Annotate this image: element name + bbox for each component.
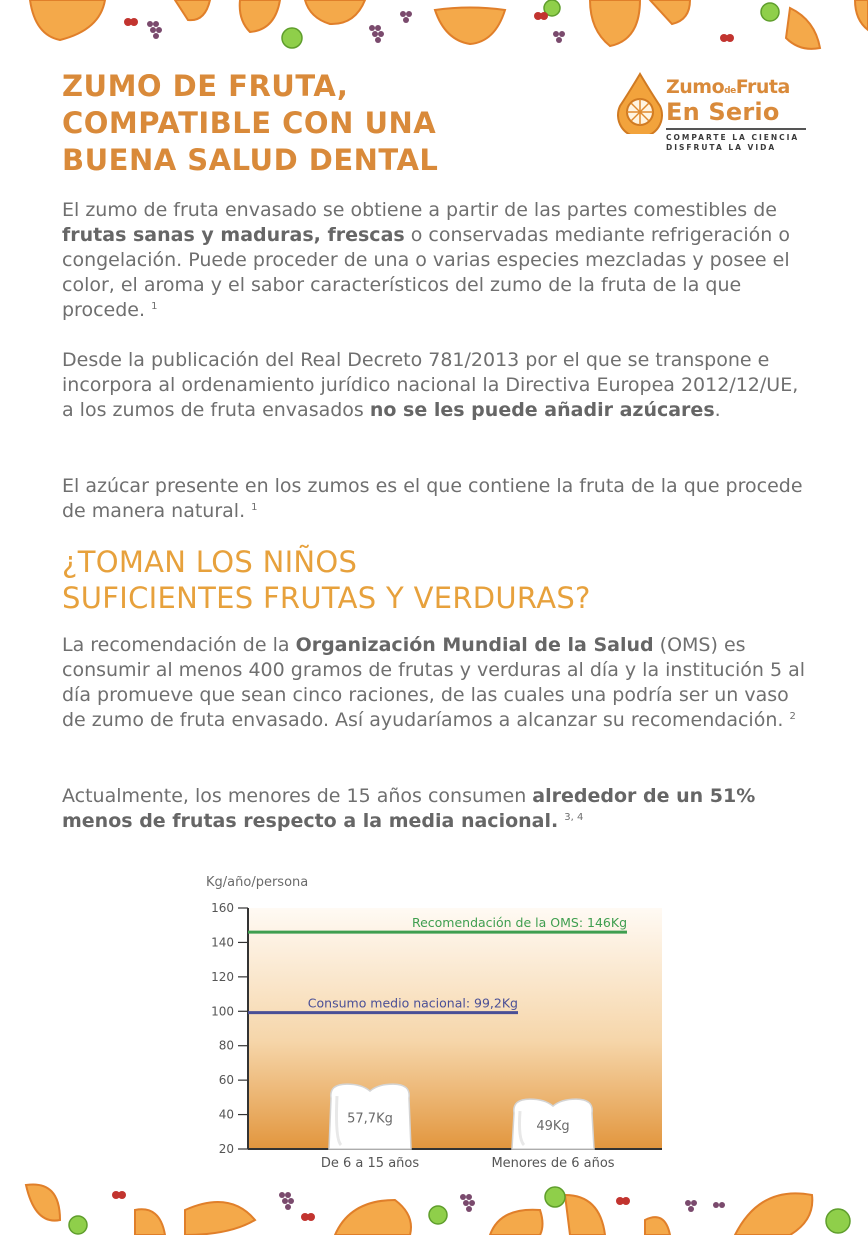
section-heading-line-1: ¿TOMAN LOS NIÑOS: [62, 545, 358, 579]
chart-svg: [190, 866, 690, 1176]
page-title: [62, 68, 582, 179]
title-line-3: BUENA SALUD DENTAL: [62, 143, 439, 177]
x-category-label: De 6 a 15 años: [320, 1156, 420, 1171]
p1-reference: 1: [151, 301, 158, 312]
paragraph-regulation: [62, 348, 812, 423]
consumption-chart: [190, 866, 690, 1176]
orange-drop-icon: [612, 72, 668, 134]
y-tick-label: 140: [211, 935, 234, 950]
y-tick-label: 160: [211, 901, 234, 915]
fruit-pattern-icon: [0, 1175, 868, 1235]
brand-logo: [612, 72, 812, 158]
section-heading-line-2: SUFICIENTES FRUTAS Y VERDURAS?: [62, 581, 591, 615]
fruit-decoration-bottom: [0, 1175, 868, 1235]
reference-line-label: Recomendación de la OMS: 146Kg: [411, 915, 627, 931]
fruit-pattern-icon: [0, 0, 868, 60]
logo-word-de: de: [724, 86, 736, 96]
y-tick-label: 60: [218, 1073, 234, 1088]
y-tick-label: 40: [218, 1107, 234, 1122]
paragraph-definition: [62, 198, 812, 323]
fruit-decoration-top: [0, 0, 868, 60]
y-tick-label: 20: [218, 1142, 234, 1156]
p4-bold: Organización Mundial de la Salud: [295, 634, 654, 656]
y-tick-label: 100: [211, 1004, 234, 1019]
p5-reference: 3, 4: [564, 812, 584, 823]
p4-text-c: (OMS) es consumir al menos 400 gramos de frutas y verduras al día y la institución 5 al día promueve que sean cinco raciones, de las cuales una podría ser un vaso de zumo de fruta envasado. Así ayudaríamos a alcanzar su recomendación.: [62, 634, 806, 731]
p1-bold: frutas sanas y maduras, frescas: [62, 224, 405, 246]
bar-value-label: 57,7Kg: [347, 1111, 393, 1127]
p2-text-c: .: [714, 399, 721, 421]
logo-tagline-1: COMPARTE LA CIENCIA: [666, 133, 800, 142]
p1-text-c: o conservadas mediante refrigeración o congelación. Puede proceder de una o varias especies mezcladas y posee el color, el aroma y el sabor característicos del zumo de la fruta de la que procede.: [62, 224, 790, 321]
p5-bold: alrededor de un 51% menos de frutas respecto a la media nacional.: [62, 785, 756, 832]
p3-reference: 1: [251, 502, 258, 513]
p2-text-a: Desde la publicación del Real Decreto 781/2013 por el que se transpone e incorpora al ordenamiento jurídico nacional la Directiva Europea 2012/12/UE, a los zumos de fruta envasados: [62, 349, 799, 421]
reference-line-label: Consumo medio nacional: 99,2Kg: [307, 995, 518, 1011]
x-category-label: Menores de 6 años: [491, 1156, 615, 1171]
logo-name-line-1: [666, 76, 790, 98]
paragraph-children: [62, 784, 812, 834]
logo-name-line-2: En Serio: [666, 98, 780, 126]
paragraph-natural-sugar: [62, 474, 812, 524]
bar-value-label: 49Kg: [536, 1119, 570, 1135]
paragraph-oms: [62, 633, 812, 733]
p2-bold: no se les puede añadir azúcares: [369, 399, 715, 421]
logo-divider: [666, 128, 806, 130]
title-line-1: ZUMO DE FRUTA,: [62, 69, 349, 103]
title-line-2: COMPATIBLE CON UNA: [62, 106, 437, 140]
p3-text: El azúcar presente en los zumos es el que contiene la fruta de la que procede de manera natural.: [62, 475, 803, 522]
logo-tagline-2: DISFRUTA LA VIDA: [666, 143, 777, 152]
p4-text-a: La recomendación de la: [62, 634, 296, 656]
section-heading: [62, 544, 762, 616]
p5-text-a: Actualmente, los menores de 15 años consumen: [62, 785, 533, 807]
logo-word-zumo: Zumo: [666, 76, 725, 98]
y-tick-label: 120: [211, 969, 234, 984]
y-axis-label: Kg/año/persona: [206, 875, 309, 890]
p1-text-a: El zumo de fruta envasado se obtiene a partir de las partes comestibles de: [62, 199, 777, 221]
plot-background: [248, 908, 662, 1149]
y-tick-label: 80: [218, 1038, 234, 1053]
p4-reference: 2: [789, 711, 796, 722]
logo-word-fruta: Fruta: [735, 76, 790, 98]
